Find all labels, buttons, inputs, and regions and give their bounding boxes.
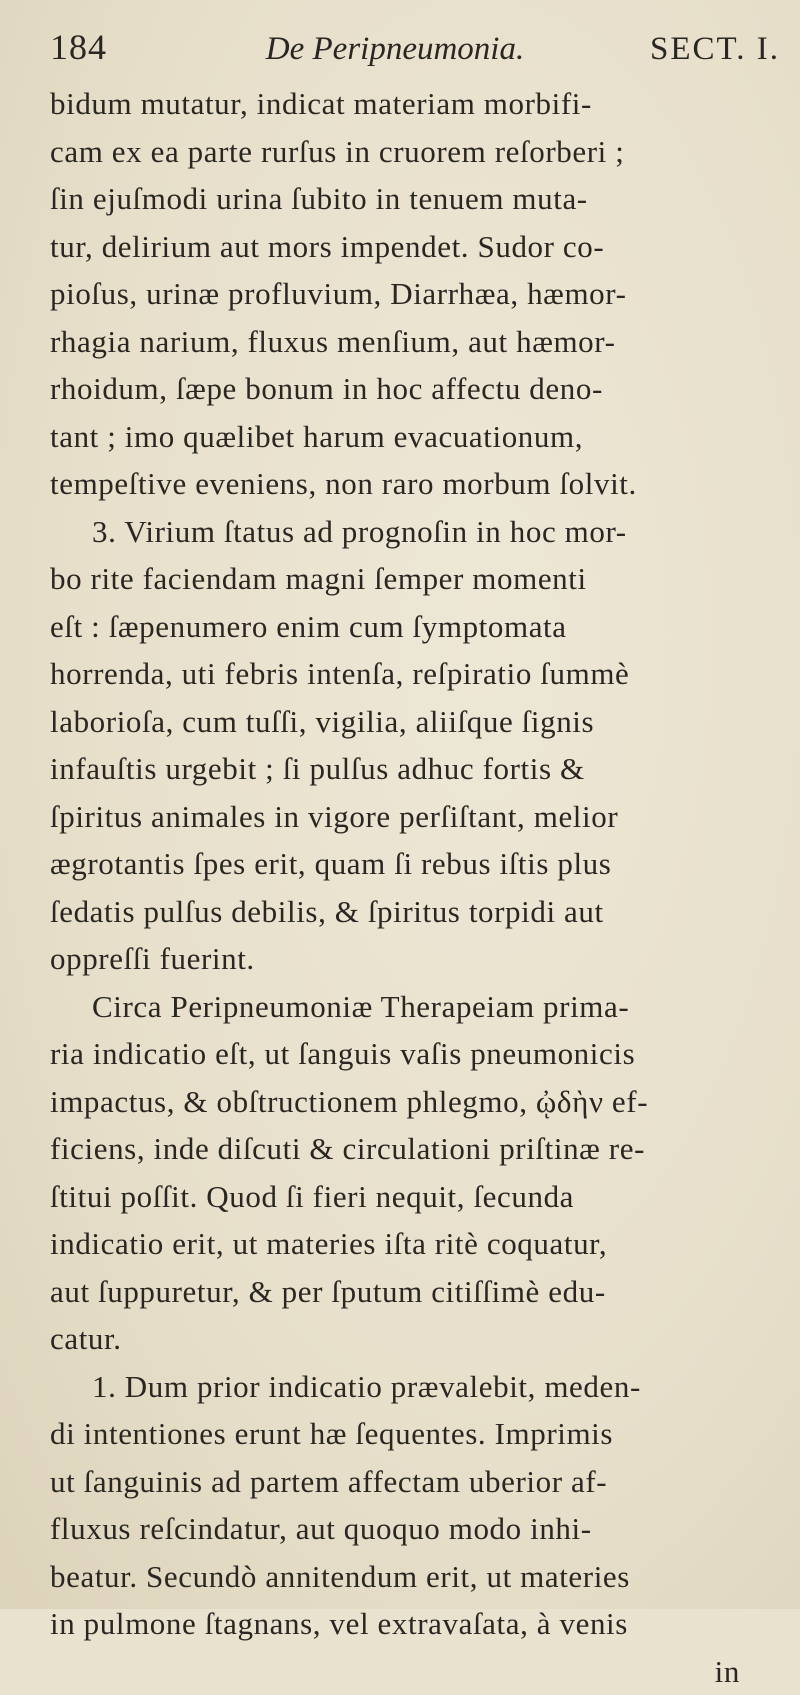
text-line: pioſus, urinæ profluvium, Diarrhæa, hæmor- bbox=[50, 270, 780, 318]
text-line: ſpiritus animales in vigore perſiſtant, melior bbox=[50, 793, 780, 841]
text-line: tempeſtive eveniens, non raro morbum ſolvit. bbox=[50, 460, 780, 508]
text-line: ſin ejuſmodi urina ſubito in tenuem muta- bbox=[50, 175, 780, 223]
text-line: horrenda, uti febris intenſa, reſpiratio ſummè bbox=[50, 650, 780, 698]
text-line: bo rite faciendam magni ſemper momenti bbox=[50, 555, 780, 603]
text-line: laborioſa, cum tuſſi, vigilia, aliiſque ſignis bbox=[50, 698, 780, 746]
body-text bbox=[50, 80, 780, 1695]
text-line: di intentiones erunt hæ ſequentes. Imprimis bbox=[50, 1410, 780, 1458]
text-line: ficiens, inde diſcuti & circulationi priſtinæ re- bbox=[50, 1125, 780, 1173]
text-line: rhagia narium, fluxus menſium, aut hæmor- bbox=[50, 318, 780, 366]
text-line: beatur. Secundò annitendum erit, ut materies bbox=[50, 1553, 780, 1601]
text-line: in pulmone ſtagnans, vel extravaſata, à venis bbox=[50, 1600, 780, 1648]
text-line: tant ; imo quælibet harum evacuationum, bbox=[50, 413, 780, 461]
section-label: SECT. I. bbox=[650, 31, 780, 68]
text-line: eſt : ſæpenumero enim cum ſymptomata bbox=[50, 603, 780, 651]
text-line: catur. bbox=[50, 1315, 780, 1363]
text-line: bidum mutatur, indicat materiam morbifi- bbox=[50, 80, 780, 128]
text-line: ſedatis pulſus debilis, & ſpiritus torpidi aut bbox=[50, 888, 780, 936]
paragraph-start-line: Circa Peripneumoniæ Therapeiam prima- bbox=[50, 983, 780, 1031]
catchword: in bbox=[50, 1648, 780, 1695]
text-line: infauſtis urgebit ; ſi pulſus adhuc fortis & bbox=[50, 745, 780, 793]
text-line: cam ex ea parte rurſus in cruorem reſorberi ; bbox=[50, 128, 780, 176]
text-line: tur, delirium aut mors impendet. Sudor co- bbox=[50, 223, 780, 271]
page-number: 184 bbox=[50, 26, 170, 68]
text-line: fluxus reſcindatur, aut quoquo modo inhi- bbox=[50, 1505, 780, 1553]
running-title: De Peripneumonia. bbox=[170, 31, 650, 68]
text-line: oppreſſi fuerint. bbox=[50, 935, 780, 983]
page-header bbox=[50, 26, 780, 72]
text-line: ut ſanguinis ad partem affectam uberior af- bbox=[50, 1458, 780, 1506]
text-line: ria indicatio eſt, ut ſanguis vaſis pneumonicis bbox=[50, 1030, 780, 1078]
text-line: aut ſuppuretur, & per ſputum citiſſimè edu- bbox=[50, 1268, 780, 1316]
text-line: rhoidum, ſæpe bonum in hoc affectu deno- bbox=[50, 365, 780, 413]
paragraph-start-line: 1. Dum prior indicatio prævalebit, meden- bbox=[50, 1363, 780, 1411]
text-line: impactus, & obſtructionem phlegmo, ᾠδὴν ef- bbox=[50, 1078, 780, 1126]
text-line: indicatio erit, ut materies iſta ritè coquatur, bbox=[50, 1220, 780, 1268]
text-line: ægrotantis ſpes erit, quam ſi rebus iſtis plus bbox=[50, 840, 780, 888]
text-line: ſtitui poſſit. Quod ſi fieri nequit, ſecunda bbox=[50, 1173, 780, 1221]
paragraph-start-line: 3. Virium ſtatus ad prognoſin in hoc mor- bbox=[50, 508, 780, 556]
